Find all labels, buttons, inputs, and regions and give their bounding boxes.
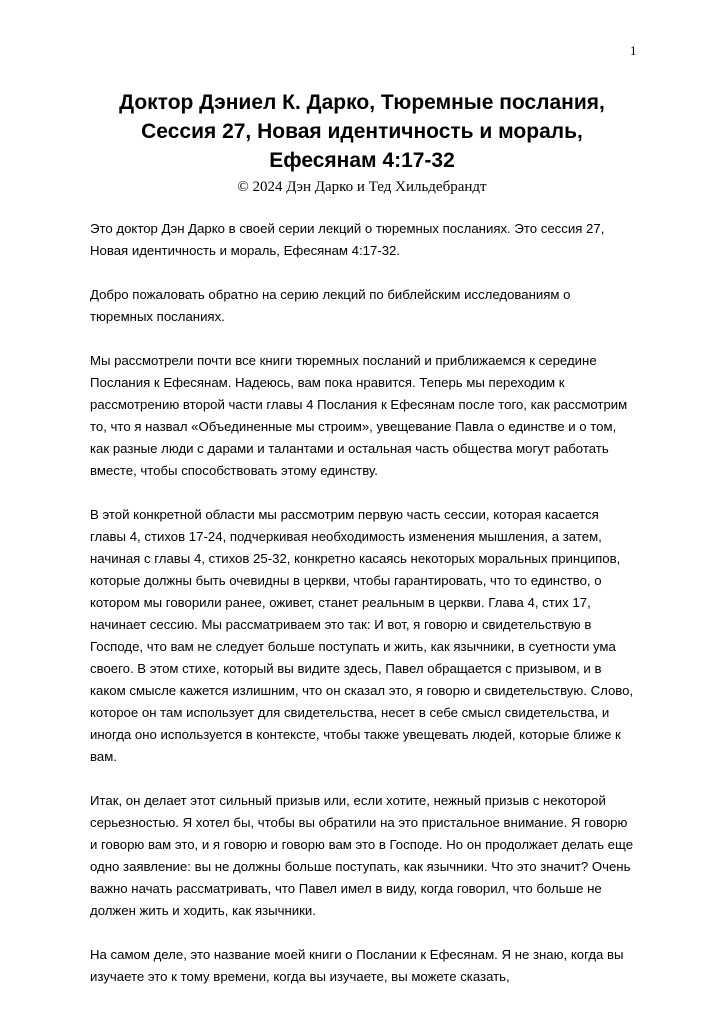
title-line-2: Сессия 27, Новая идентичность и мораль, bbox=[141, 120, 583, 143]
paragraph-1: Это доктор Дэн Дарко в своей серии лекций о тюремных посланиях. Это сессия 27, Новая идентичность и мораль, Ефесянам 4:17-32. bbox=[90, 221, 605, 258]
copyright-line: © 2024 Дэн Дарко и Тед Хильдебрандт bbox=[237, 179, 487, 195]
title-line-1: Доктор Дэниел К. Дарко, Тюремные послания, bbox=[119, 91, 605, 114]
body-text bbox=[90, 218, 634, 1010]
document-title bbox=[60, 88, 664, 175]
title-line-3: Ефесянам 4:17-32 bbox=[269, 149, 455, 172]
paragraph-3: Мы рассмотрели почти все книги тюремных посланий и приближаемся к середине Послания к Ефесянам. Надеюсь, вам пока нравится. Теперь мы переходим к рассмотрению второй части главы 4 Послания к Ефесянам после того, как рассмотрим то, что я назвал «Объединенные мы строим», увещевание Павла о единстве и о том, как разные люди с дарами и талантами и остальная часть общества могут работать вместе, чтобы способствовать этому единству. bbox=[90, 353, 628, 478]
paragraph-2: Добро пожаловать обратно на серию лекций по библейским исследованиям о тюремных посланиях. bbox=[90, 287, 571, 324]
page-number: 1 bbox=[630, 43, 637, 58]
paragraph-6: На самом деле, это название моей книги о Послании к Ефесянам. Я не знаю, когда вы изучаете это к тому времени, когда вы изучаете, вы можете сказать, bbox=[90, 947, 624, 984]
paragraph-5: Итак, он делает этот сильный призыв или, если хотите, нежный призыв с некоторой серьезностью. Я хотел бы, чтобы вы обратили на это пристальное внимание. Я говорю и говорю вам это, и я говорю и говорю вам это в Господе. Но он продолжает делать еще одно заявление: вы не должны больше поступать, как язычники. Что это значит? Очень важно начать рассматривать, что Павел имел в виду, когда говорил, что больше не должен жить и ходить, как язычники. bbox=[90, 793, 634, 918]
paragraph-4: В этой конкретной области мы рассмотрим первую часть сессии, которая касается главы 4, стихов 17-24, подчеркивая необходимость изменения мышления, а затем, начиная с главы 4, стихов 25-32, конкретно касаясь некоторых моральных принципов, которые должны быть очевидны в церкви, чтобы гарантировать, что то единство, о котором мы говорили ранее, оживет, станет реальным в церкви. Глава 4, стих 17, начинает сессию. Мы рассматриваем это так: И вот, я говорю и свидетельствую в Господе, что вам не следует больше поступать и жить, как язычники, в суетности ума своего. В этом стихе, который вы видите здесь, Павел обращается с призывом, и в каком смысле кажется излишним, что он сказал это, я говорю и свидетельствую. Слово, которое он там использует для свидетельства, несет в себе смысл свидетельства, и иногда оно используется в контексте, чтобы также увещевать людей, которые ближе к вам. bbox=[90, 507, 634, 764]
